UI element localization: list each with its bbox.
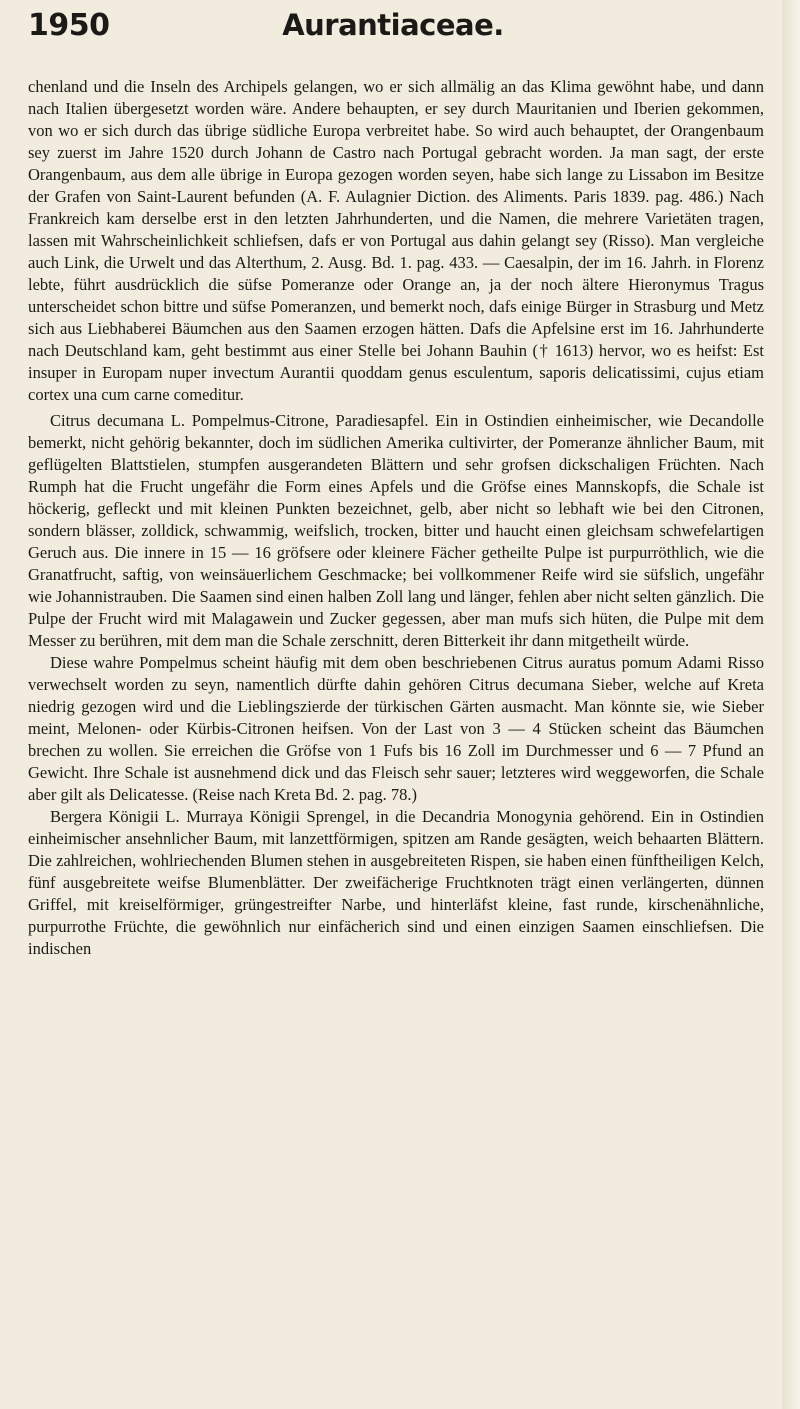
paragraph-pompelmus: Diese wahre Pompelmus scheint häufig mit dem oben beschriebenen Citrus auratus pomum Adami Risso verwechselt worden zu seyn, namentlich dürfte dahin gehören Citrus decumana Sieber, welche auf Kreta niedrig gezogen wird und die Lieblingszierde der türkischen Gärten ausmacht. Man könnte sie, wie Sieber meint, Melonen- oder Kürbis-Citronen heifsen. Von der Last von 3 — 4 Stücken scheint das Bäumchen brechen zu wollen. Sie erreichen die Gröfse von 1 Fufs bis 16 Zoll im Durchmesser und 6 — 7 Pfund an Gewicht. Ihre Schale ist ausnehmend dick und das Fleisch sehr sauer; letzteres wird weggeworfen, die Schale aber gilt als Delicatesse. (Reise nach Kreta Bd. 2. pag. 78.): [28, 653, 764, 804]
paragraph-bergera-koenigii: Bergera Königii L. Murraya Königii Sprengel, in die Decandria Monogynia gehörend. Ein in Ostindien einheimischer ansehnlicher Baum, mit lanzettförmigen, spitzen am Rande gesägten, weich behaarten Blättern. Die zahlreichen, wohlriechenden Blumen stehen in ausgebreiteten Rispen, sie haben einen fünftheiligen Kelch, fünf ausgebreitete weifse Blumenblätter. Der zweifächerige Fruchtknoten trägt einen verlängerten, dünnen Griffel, mit kreiselförmiger, grüngestreifter Narbe, und hinterläfst kleine, fast runde, kirschenähnliche, purpurrothe Früchte, die gewöhnlich nur einfächerich sind und einen einzigen Saamen einschliefsen. Die indischen: [28, 807, 764, 958]
page-header: [28, 8, 758, 58]
running-title: Aurantiaceae.: [282, 8, 504, 42]
paragraph-orange-history: chenland und die Inseln des Archipels gelangen, wo er sich allmälig an das Klima gewöhnt habe, und dann nach Italien übergesetzt worden wäre. Andere behaupten, er sey durch Mauritanien und Iberien gekommen, von wo er sich durch das übrige südliche Europa verbreitet habe. So wird auch behauptet, der Orangenbaum sey zuerst im Jahre 1520 durch Johann de Castro nach Portugal gebracht worden. Ja man sagt, der erste Orangenbaum, aus dem alle übrige in Europa gezogen worden seyen, habe sich lange zu Lissabon im Besitze der Grafen von Saint-Laurent befunden (A. F. Aulagnier Diction. des Aliments. Paris 1839. pag. 486.) Nach Frankreich kam derselbe erst in den letzten Jahrhunderten, und die Namen, die mehrere Varietäten tragen, lassen mit Wahrscheinlichkeit schliefsen, dafs er von Portugal aus dahin gelangt sey (Risso). Man vergleiche auch Link, die Urwelt und das Alterthum, 2. Ausg. Bd. 1. pag. 433. — Caesalpin, der im 16. Jahrh. in Florenz lebte, führt ausdrücklich die süfse Pomeranze oder Orange an, ja der noch ältere Hieronymus Tragus unterscheidet schon bittre und süfse Pomeranzen, und bemerkt noch, dafs einige Bürger in Strasburg und Metz sich aus Liebhaberei Bäumchen aus den Saamen erzogen hätten. Dafs die Apfelsine erst im 16. Jahrhunderte nach Deutschland kam, geht bestimmt aus einer Stelle bei Johann Bauhin († 1613) hervor, wo es heifst: Est insuper in Europam nuper invectum Aurantii quoddam genus esculentum, saporis delicatissimi, cujus etiam cortex una cum carne comeditur.: [28, 77, 764, 404]
paragraph-citrus-decumana: Citrus decumana L. Pompelmus-Citrone, Paradiesapfel. Ein in Ostindien einheimischer, wie Decandolle bemerkt, nicht gehörig bekannter, doch im südlichen Amerika cultivirter, der Pomeranze ähnlicher Baum, mit geflügelten Blattstielen, stumpfen ausgerandeten Blättern und sehr grofsen dickschaligen Früchten. Nach Rumph hat die Frucht ungefähr die Form eines Apfels und die Gröfse eines Mannskopfs, die Schale ist höckerig, gefleckt und mit kleinen Punkten bezeichnet, gelb, aber nicht so lebhaft wie bei den Citronen, sondern blässer, zolldick, schwammig, weifslich, trocken, bitter und haucht einen gleichsam schwefelartigen Geruch aus. Die innere in 15 — 16 gröfsere oder kleinere Fächer getheilte Pulpe ist purpurröthlich, wie die Granatfrucht, saftig, von weinsäuerlichem Geschmacke; bei vollkommener Reife wird sie süfslich, ungefähr wie Johannistrauben. Die Saamen sind einen halben Zoll lang und länger, fehlen aber nicht selten gänzlich. Die Pulpe der Frucht wird mit Malagawein und Zucker gegessen, aber man mufs sich hüten, die Pulpe mit dem Messer zu berühren, mit dem man die Schale zerschnitt, deren Bitterkeit ihr dann mitgetheilt würde.: [28, 411, 764, 650]
body-text: [28, 76, 764, 960]
page-number: 1950: [28, 8, 110, 43]
